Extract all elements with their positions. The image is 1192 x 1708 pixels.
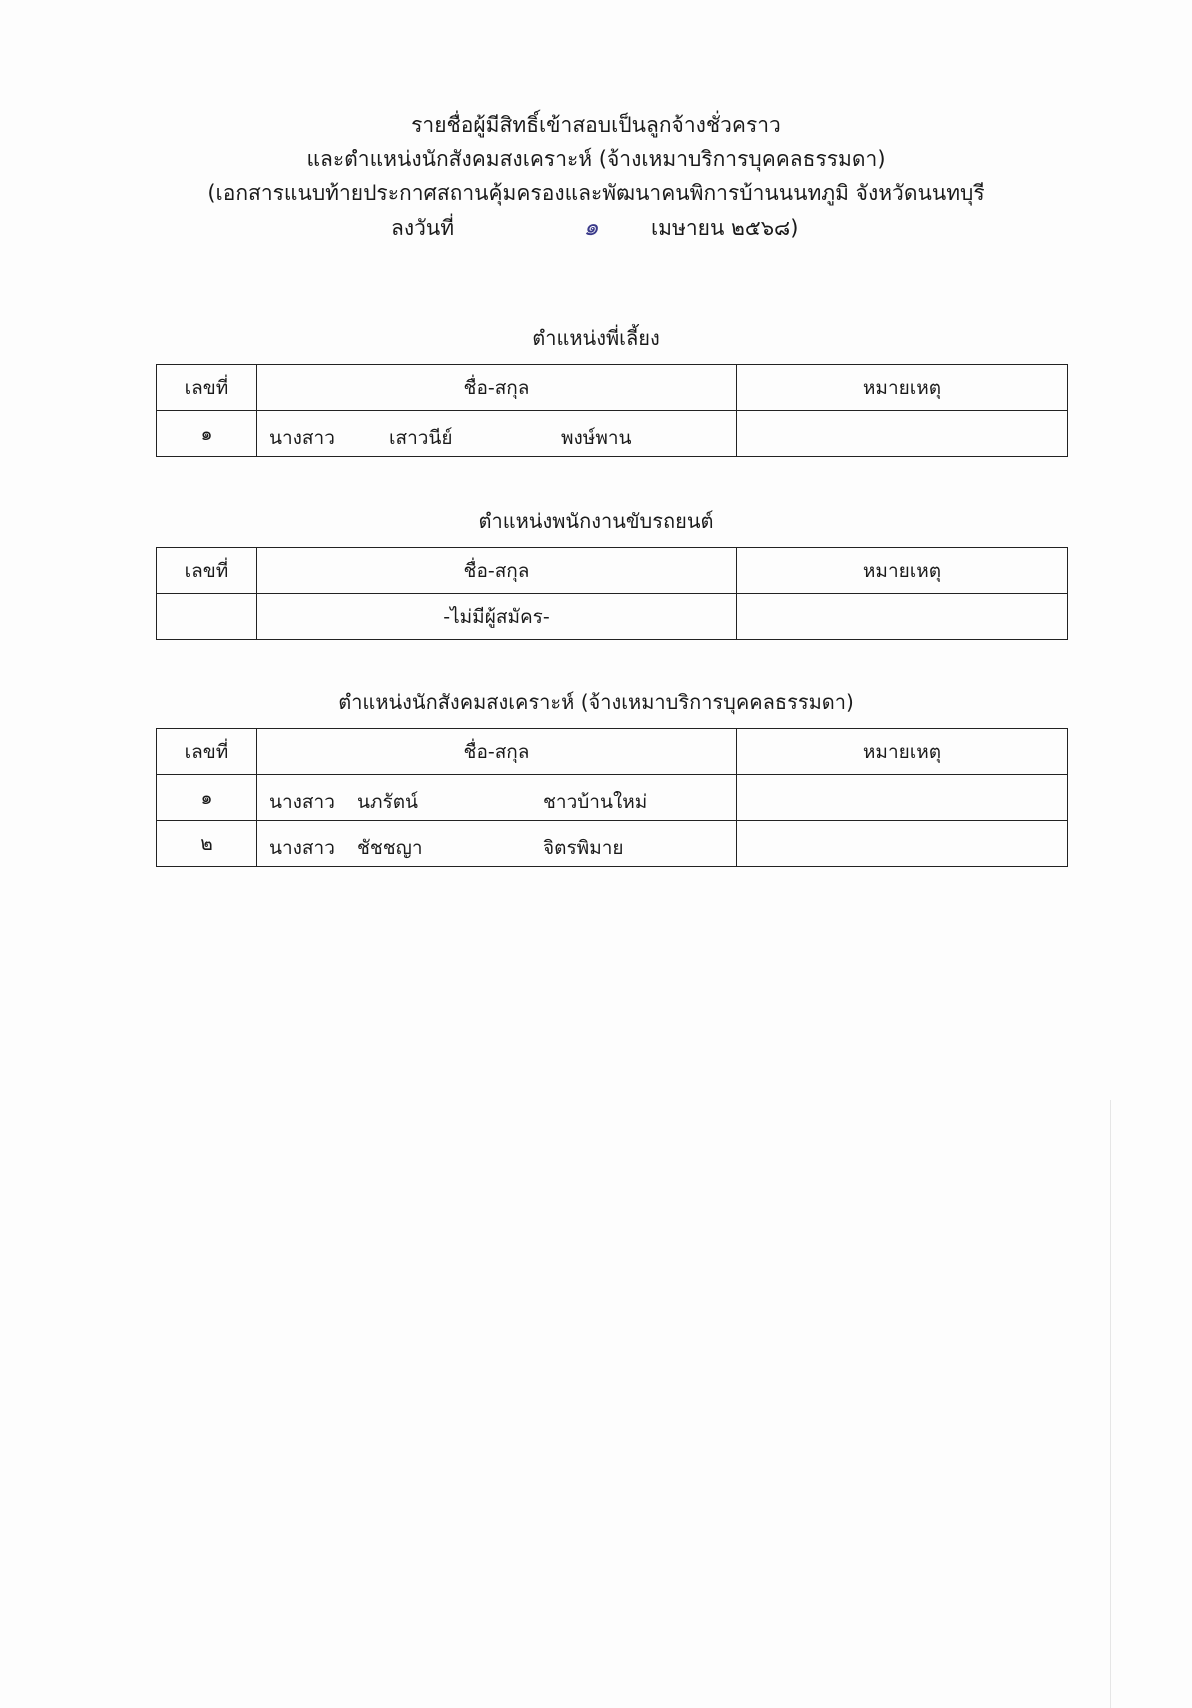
column-header-name: ชื่อ-สกุล [257,548,737,594]
name-title: นางสาว [269,837,335,859]
last-name: พงษ์พาน [561,427,632,449]
date-prefix: ลงวันที่ [391,216,455,240]
section-title-caregiver: ตำแหน่งพี่เลี้ยง [532,326,660,350]
first-name: เสาวนีย์ [389,427,453,449]
column-header-name: ชื่อ-สกุล [257,365,737,411]
section-title-driver: ตำแหน่งพนักงานขับรถยนต์ [478,509,714,533]
column-header-note: หมายเหตุ [737,548,1068,594]
table-header-row [157,729,1068,775]
column-header-note: หมายเหตุ [737,365,1068,411]
column-header-number: เลขที่ [157,729,257,775]
row-number: ๑ [157,775,257,821]
date-day: ๑ [583,213,599,241]
table-caregiver [156,364,1068,457]
first-name: ชัชชญา [357,837,423,859]
scan-edge-line [1110,1100,1111,1708]
table-row [157,411,1068,457]
column-header-note: หมายเหตุ [737,729,1068,775]
row-number [157,594,257,640]
row-note [737,411,1068,457]
row-note [737,594,1068,640]
name-title: นางสาว [269,791,335,813]
table-header-row [157,548,1068,594]
row-name [257,775,737,821]
name-title: นางสาว [269,427,335,449]
header-reference: (เอกสารแนบท้ายประกาศสถานคุ้มครองและพัฒนาคนพิการบ้านนนทภูมิ จังหวัดนนทบุรี [207,181,985,205]
header-subtitle: และตำแหน่งนักสังคมสงเคราะห์ (จ้างเหมาบริการบุคคลธรรมดา) [306,147,886,171]
first-name: นภรัตน์ [357,791,419,813]
column-header-number: เลขที่ [157,548,257,594]
header-title: รายชื่อผู้มีสิทธิ์เข้าสอบเป็นลูกจ้างชั่วคราว [411,113,781,137]
row-number: ๒ [157,821,257,867]
row-number: ๑ [157,411,257,457]
table-driver [156,547,1068,640]
row-note [737,775,1068,821]
date-suffix: เมษายน ๒๕๖๘) [651,216,799,240]
document-header [0,108,1192,244]
column-header-name: ชื่อ-สกุล [257,729,737,775]
table-header-row [157,365,1068,411]
section-title-social-worker: ตำแหน่งนักสังคมสงเคราะห์ (จ้างเหมาบริการบุคคลธรรมดา) [338,690,854,714]
no-applicant-text: -ไม่มีผู้สมัคร- [257,594,737,640]
table-row [157,821,1068,867]
row-note [737,821,1068,867]
table-row [157,594,1068,640]
column-header-number: เลขที่ [157,365,257,411]
last-name: ชาวบ้านใหม่ [543,791,648,813]
last-name: จิตรพิมาย [543,837,624,859]
table-social-worker [156,728,1068,867]
row-name [257,411,737,457]
table-row [157,775,1068,821]
header-date [0,210,1192,244]
row-name [257,821,737,867]
